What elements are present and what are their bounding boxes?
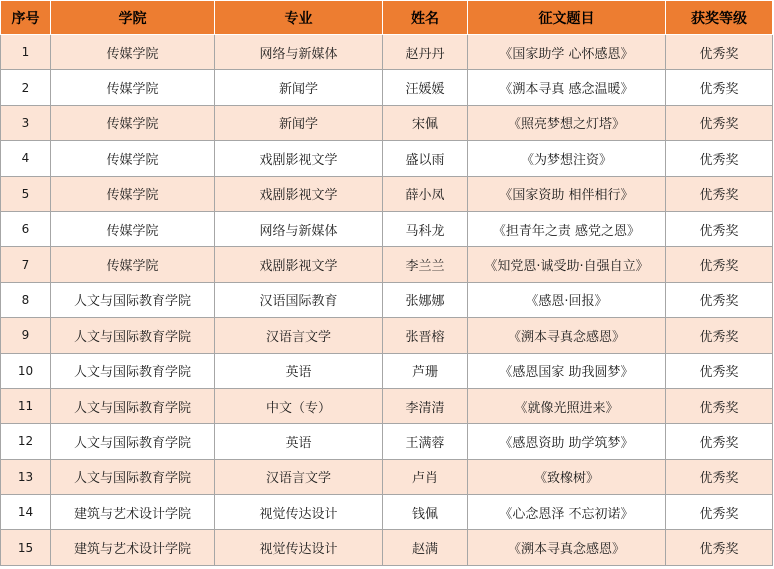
cell-award-level: 优秀奖 <box>666 495 773 530</box>
table-row <box>1 176 773 211</box>
cell-index: 4 <box>1 141 51 176</box>
cell-name: 卢肖 <box>383 459 468 494</box>
cell-essay-title: 《知党恩·诚受助·自强自立》 <box>468 247 666 282</box>
cell-index: 6 <box>1 211 51 246</box>
cell-name: 赵满 <box>383 530 468 565</box>
header-college: 学院 <box>51 1 215 35</box>
header-major: 专业 <box>215 1 383 35</box>
cell-essay-title: 《感恩国家 助我圆梦》 <box>468 353 666 388</box>
cell-name: 张晋榕 <box>383 318 468 353</box>
cell-award-level: 优秀奖 <box>666 353 773 388</box>
table-row <box>1 35 773 70</box>
cell-award-level: 优秀奖 <box>666 247 773 282</box>
cell-essay-title: 《感恩·回报》 <box>468 282 666 317</box>
cell-award-level: 优秀奖 <box>666 424 773 459</box>
cell-award-level: 优秀奖 <box>666 282 773 317</box>
cell-major: 新闻学 <box>215 105 383 140</box>
cell-name: 马科龙 <box>383 211 468 246</box>
cell-essay-title: 《担青年之责 感党之恩》 <box>468 211 666 246</box>
table-row <box>1 318 773 353</box>
cell-award-level: 优秀奖 <box>666 459 773 494</box>
cell-name: 汪媛媛 <box>383 70 468 105</box>
table-row <box>1 247 773 282</box>
cell-name: 钱佩 <box>383 495 468 530</box>
cell-award-level: 优秀奖 <box>666 211 773 246</box>
cell-major: 网络与新媒体 <box>215 35 383 70</box>
cell-name: 盛以雨 <box>383 141 468 176</box>
cell-name: 薛小凤 <box>383 176 468 211</box>
cell-essay-title: 《溯本寻真念感恩》 <box>468 530 666 565</box>
cell-index: 15 <box>1 530 51 565</box>
table-row <box>1 459 773 494</box>
cell-college: 人文与国际教育学院 <box>51 388 215 423</box>
cell-index: 7 <box>1 247 51 282</box>
cell-essay-title: 《就像光照进来》 <box>468 388 666 423</box>
cell-college: 建筑与艺术设计学院 <box>51 530 215 565</box>
table-row <box>1 141 773 176</box>
cell-award-level: 优秀奖 <box>666 388 773 423</box>
cell-award-level: 优秀奖 <box>666 318 773 353</box>
table-body <box>1 35 773 566</box>
cell-index: 3 <box>1 105 51 140</box>
cell-major: 戏剧影视文学 <box>215 176 383 211</box>
header-essay-title: 征文题目 <box>468 1 666 35</box>
cell-college: 人文与国际教育学院 <box>51 353 215 388</box>
cell-college: 人文与国际教育学院 <box>51 282 215 317</box>
cell-major: 视觉传达设计 <box>215 495 383 530</box>
cell-index: 9 <box>1 318 51 353</box>
table-row <box>1 530 773 565</box>
cell-major: 视觉传达设计 <box>215 530 383 565</box>
cell-index: 13 <box>1 459 51 494</box>
cell-college: 传媒学院 <box>51 211 215 246</box>
table-row <box>1 353 773 388</box>
cell-college: 人文与国际教育学院 <box>51 318 215 353</box>
cell-college: 传媒学院 <box>51 70 215 105</box>
cell-essay-title: 《照亮梦想之灯塔》 <box>468 105 666 140</box>
cell-major: 汉语言文学 <box>215 459 383 494</box>
table-row <box>1 70 773 105</box>
cell-college: 传媒学院 <box>51 247 215 282</box>
cell-major: 汉语言文学 <box>215 318 383 353</box>
cell-name: 张娜娜 <box>383 282 468 317</box>
cell-essay-title: 《心念恩泽 不忘初诺》 <box>468 495 666 530</box>
table-row <box>1 388 773 423</box>
cell-index: 12 <box>1 424 51 459</box>
cell-award-level: 优秀奖 <box>666 176 773 211</box>
cell-award-level: 优秀奖 <box>666 35 773 70</box>
cell-college: 建筑与艺术设计学院 <box>51 495 215 530</box>
cell-essay-title: 《国家助学 心怀感恩》 <box>468 35 666 70</box>
table-row <box>1 424 773 459</box>
cell-college: 传媒学院 <box>51 176 215 211</box>
table-row <box>1 495 773 530</box>
cell-college: 传媒学院 <box>51 35 215 70</box>
cell-essay-title: 《为梦想注资》 <box>468 141 666 176</box>
cell-award-level: 优秀奖 <box>666 70 773 105</box>
cell-essay-title: 《溯本寻真 感念温暖》 <box>468 70 666 105</box>
cell-award-level: 优秀奖 <box>666 530 773 565</box>
table-row <box>1 105 773 140</box>
cell-major: 新闻学 <box>215 70 383 105</box>
header-name: 姓名 <box>383 1 468 35</box>
cell-name: 芦珊 <box>383 353 468 388</box>
cell-name: 王满蓉 <box>383 424 468 459</box>
cell-name: 李清清 <box>383 388 468 423</box>
cell-major: 网络与新媒体 <box>215 211 383 246</box>
cell-essay-title: 《溯本寻真念感恩》 <box>468 318 666 353</box>
cell-index: 2 <box>1 70 51 105</box>
cell-name: 宋佩 <box>383 105 468 140</box>
cell-major: 戏剧影视文学 <box>215 141 383 176</box>
cell-college: 传媒学院 <box>51 105 215 140</box>
cell-index: 11 <box>1 388 51 423</box>
cell-major: 英语 <box>215 353 383 388</box>
cell-major: 英语 <box>215 424 383 459</box>
table-row <box>1 282 773 317</box>
cell-college: 人文与国际教育学院 <box>51 459 215 494</box>
header-row <box>1 1 773 35</box>
cell-major: 汉语国际教育 <box>215 282 383 317</box>
cell-award-level: 优秀奖 <box>666 105 773 140</box>
cell-essay-title: 《致橡树》 <box>468 459 666 494</box>
cell-college: 人文与国际教育学院 <box>51 424 215 459</box>
cell-award-level: 优秀奖 <box>666 141 773 176</box>
table-row <box>1 211 773 246</box>
cell-index: 5 <box>1 176 51 211</box>
cell-name: 赵丹丹 <box>383 35 468 70</box>
cell-essay-title: 《感恩资助 助学筑梦》 <box>468 424 666 459</box>
cell-index: 8 <box>1 282 51 317</box>
header-award-level: 获奖等级 <box>666 1 773 35</box>
cell-college: 传媒学院 <box>51 141 215 176</box>
cell-major: 中文（专） <box>215 388 383 423</box>
cell-major: 戏剧影视文学 <box>215 247 383 282</box>
cell-index: 14 <box>1 495 51 530</box>
cell-index: 1 <box>1 35 51 70</box>
cell-essay-title: 《国家资助 相伴相行》 <box>468 176 666 211</box>
cell-name: 李兰兰 <box>383 247 468 282</box>
header-index: 序号 <box>1 1 51 35</box>
table-header <box>1 1 773 35</box>
cell-index: 10 <box>1 353 51 388</box>
